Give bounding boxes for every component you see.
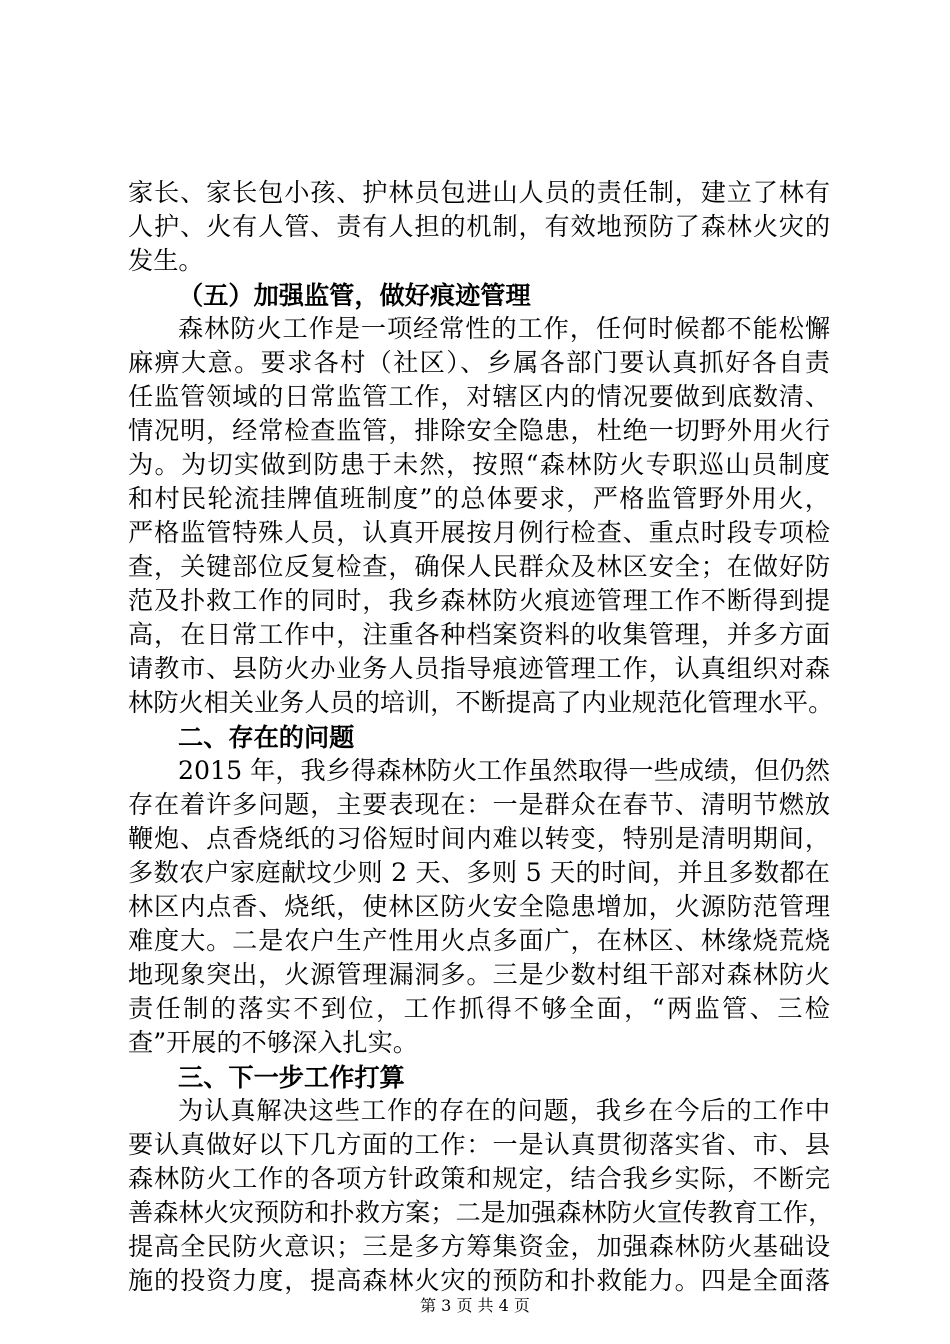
- body-text-line: 为。为切实做到防患于未然，按照“森林防火专职巡山员制度: [128, 450, 830, 479]
- body-text-line: 善森林火灾预防和扑救方案；二是加强森林防火宣传教育工作，: [128, 1198, 834, 1227]
- body-text-line: 和村民轮流挂牌值班制度”的总体要求，严格监管野外用火，: [128, 484, 830, 513]
- body-text-line: 难度大。二是农户生产性用火点多面广，在林区、林缘烧荒烧: [128, 926, 830, 955]
- body-text-line: 家长、家长包小孩、护林员包进山人员的责任制，建立了林有: [128, 178, 830, 207]
- body-text-line: 责任制的落实不到位，工作抓得不够全面，“两监管、三检: [128, 994, 830, 1023]
- body-text-line: 麻痹大意。要求各村（社区）、乡属各部门要认真抓好各自责: [128, 348, 830, 377]
- body-text-line: 情况明，经常检查监管，排除安全隐患，杜绝一切野外用火行: [128, 416, 830, 445]
- body-text-line: 要认真做好以下几方面的工作：一是认真贯彻落实省、市、县: [128, 1130, 830, 1159]
- body-text-line: 查，关键部位反复检查，确保人民群众及林区安全；在做好防: [128, 552, 830, 581]
- body-text-line: 人护、火有人管、责有人担的机制，有效地预防了森林火灾的: [128, 212, 830, 241]
- section-heading: （五）加强监管，做好痕迹管理: [178, 280, 531, 310]
- body-text-line: 提高全民防火意识；三是多方筹集资金，加强森林防火基础设: [128, 1232, 830, 1261]
- body-text-line: 任监管领域的日常监管工作，对辖区内的情况要做到底数清、: [128, 382, 830, 411]
- body-text-line: 鞭炮、点香烧纸的习俗短时间内难以转变，特别是清明期间，: [128, 824, 830, 853]
- body-text-line: 查”开展的不够深入扎实。: [128, 1028, 418, 1057]
- body-text-line: 存在着许多问题，主要表现在：一是群众在春节、清明节燃放: [128, 790, 830, 819]
- body-text-line: 施的投资力度，提高森林火灾的预防和扑救能力。四是全面落: [128, 1266, 830, 1295]
- body-text-line: 严格监管特殊人员，认真开展按月例行检查、重点时段专项检: [128, 518, 830, 547]
- page-number-footer: 第 3 页 共 4 页: [420, 1296, 530, 1315]
- body-text-line: 2015 年，我乡得森林防火工作虽然取得一些成绩，但仍然: [178, 756, 830, 785]
- body-text-line: 地现象突出，火源管理漏洞多。三是少数村组干部对森林防火: [128, 960, 830, 989]
- body-text-line: 林防火相关业务人员的培训，不断提高了内业规范化管理水平。: [128, 688, 834, 717]
- body-text-line: 森林防火工作的各项方针政策和规定，结合我乡实际，不断完: [128, 1164, 830, 1193]
- section-heading: 二、存在的问题: [178, 722, 355, 752]
- body-text-line: 发生。: [128, 246, 204, 275]
- body-text-line: 林区内点香、烧纸，使林区防火安全隐患增加，火源防范管理: [128, 892, 830, 921]
- body-text-line: 多数农户家庭献坟少则 2 天、多则 5 天的时间，并且多数都在: [128, 858, 830, 887]
- body-text-line: 高，在日常工作中，注重各种档案资料的收集管理，并多方面: [128, 620, 830, 649]
- section-heading: 三、下一步工作打算: [178, 1062, 405, 1092]
- body-text-line: 范及扑救工作的同时，我乡森林防火痕迹管理工作不断得到提: [128, 586, 830, 615]
- body-text-line: 森林防火工作是一项经常性的工作，任何时候都不能松懈: [178, 314, 830, 343]
- body-text-line: 请教市、县防火办业务人员指导痕迹管理工作，认真组织对森: [128, 654, 830, 683]
- body-text-line: 为认真解决这些工作的存在的问题，我乡在今后的工作中: [178, 1096, 830, 1125]
